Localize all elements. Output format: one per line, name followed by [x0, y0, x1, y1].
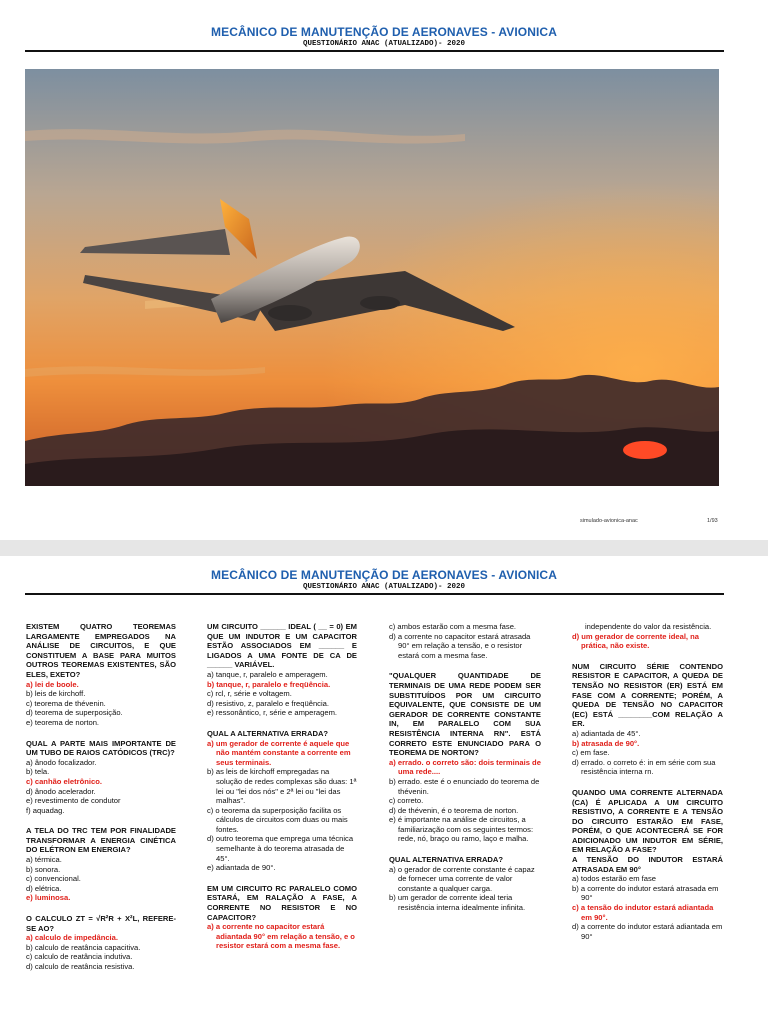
- question: EXISTEM QUATRO TEOREMAS LARGAMENTE EMPREGADOS NA ANÁLISE DE CIRCUITOS, E QUE CONSTITUEM A BASE PARA MUITOS OUTROS TEOREMAS EXISTENTES, SÃO ELES, EXETO?: [26, 622, 176, 679]
- page-2: [0, 556, 768, 1024]
- answer-option: b) tela.: [26, 767, 50, 777]
- answer-option: a) adiantada de 45°.: [572, 728, 641, 738]
- answer-option: b) as leis de kirchoff empregadas na solução de redes complexas são duas: 1ª lei ou "lei dos nós" e 2ª lei ou "lei das malhas".: [207, 767, 357, 806]
- document-title: MECÂNICO DE MANUTENÇÃO DE AERONAVES - AVIONICA: [211, 568, 557, 582]
- answer-option: d) teorema de superposição.: [26, 708, 123, 718]
- answer-option: b) a corrente do indutor estará atrasada em 90°: [572, 883, 719, 903]
- question: "QUALQUER QUANTIDADE DE TERMINAIS DE UMA REDE PODEM SER SUBSTITUÍDOS POR UM CIRCUITO EQUIVALENTE, QUE CONSISTE DE UM GERADOR DE CORRENTE CONSTANTE IN, EM PARALELO COM SUA RESISTÊNCIA INTERNA RN". ESTÁ CORRETO ESTE ENUNCIADO PARA O TEOREMA DE NORTON?: [389, 671, 541, 758]
- question: QUANDO UMA CORRENTE ALTERNADA (CA) É APLICADA A UM CIRCUITO RESISTIVO, A CORRENTE E A TENSÃO DO CIRCUITO ESTARÃO EM FASE, PORÉM, O QUE ACONTECERÁ SE FOR ADICIONADO UM INDUTOR EM SÉRIE, EM RELAÇÃO A FASE?: [572, 787, 723, 855]
- answer-option: c) em fase.: [572, 748, 610, 758]
- answer-correct: d) um gerador de corrente ideal, na prática, não existe.: [572, 631, 700, 651]
- answer-option: e) ressonântico, r, série e amperagem.: [207, 708, 337, 718]
- question: QUAL ALTERNATIVA ERRADA?: [389, 855, 504, 865]
- document-title: MECÂNICO DE MANUTENÇÃO DE AERONAVES - AVIONICA: [211, 25, 557, 39]
- answer-option: c) o teorema da superposição facilita os cálculos de circuitos com duas ou mais fontes.: [207, 805, 348, 834]
- answer-option: d) a corrente do indutor estará adiantada em 90°: [572, 922, 723, 941]
- answer-correct: a) lei de boole.: [26, 679, 79, 689]
- answer-option: d) resistivo, z, paralelo e freqüência.: [207, 698, 329, 708]
- answer-option: e) revestimento de condutor: [26, 796, 121, 806]
- answer-option: a) todos estarão em fase: [572, 874, 656, 884]
- answer-option: c) correto.: [389, 796, 424, 806]
- answer-option: c) rcl, r, série e voltagem.: [207, 689, 292, 699]
- answer-option: e) teorema de norton.: [26, 717, 100, 727]
- answer-option: b) errado. este é o enunciado do teorema de thévenin.: [389, 776, 540, 796]
- answer-option: d) de thévenin, é o teorema de norton.: [389, 805, 519, 815]
- question: NUM CIRCUITO SÉRIE CONTENDO RESISTOR E CAPACITOR, A QUEDA DE TENSÃO NO RESISTOR (ER) ESTÁ EM FASE COM A CORRENTE; PORÉM, A QUEDA DE TENSÃO NO CAPACITOR (EC) ESTÁ ________COM RELAÇÃO A ER.: [572, 661, 723, 729]
- answer-option: b) sonora.: [26, 864, 61, 874]
- answer-option: b) leis de kirchoff.: [26, 689, 86, 699]
- answer-option: e) é importante na análise de circuitos, a familiarização com os seguintes termos: rede, nó, braço ou ramo, laço e malha.: [389, 815, 534, 844]
- question: O CALCULO ZT = √R²R + X²L, REFERE-SE AO?: [26, 914, 176, 933]
- airplane-sunset-photo: [25, 69, 719, 486]
- answer-option: a) ânodo focalizador.: [26, 757, 97, 767]
- answer-option: a) térmica.: [26, 855, 62, 865]
- answer-option: f) aquadag.: [26, 805, 65, 815]
- header-rule: [25, 50, 724, 52]
- answer-correct: e) luminosa.: [26, 893, 71, 903]
- answer-option: d) errado. o correto é: in em série com sua resistência interna rn.: [572, 757, 716, 777]
- answer-option: d) ânodo acelerador.: [26, 786, 96, 796]
- column-2: [207, 622, 357, 951]
- question: A TELA DO TRC TEM POR FINALIDADE TRANSFORMAR A ENERGIA CINÉTICA DO ELÉTRON EM ENERGIA?: [26, 826, 176, 855]
- footer-page-number: 1/93: [707, 518, 718, 524]
- document-subtitle: QUESTIONÁRIO ANAC (ATUALIZADO)- 2020: [302, 40, 466, 48]
- answer-option: d) elétrica.: [26, 883, 62, 893]
- document-subtitle: QUESTIONÁRIO ANAC (ATUALIZADO)- 2020: [302, 583, 466, 591]
- answer-correct: b) tanque, r, paralelo e freqüência.: [207, 679, 331, 689]
- question: QUAL A ALTERNATIVA ERRADA?: [207, 728, 329, 738]
- answer-correct: c) canhão eletrônico.: [26, 776, 102, 786]
- answer-option: a) o gerador de corrente constante é capaz de fornecer uma corrente de valor constante a qualquer carga.: [389, 864, 535, 893]
- header-rule: [25, 593, 724, 595]
- answer-correct: a) errado. o correto são: dois terminais de uma rede....: [389, 757, 541, 777]
- column-1: [26, 622, 176, 972]
- footer-document-name: simulado-avionica-anac: [580, 518, 638, 524]
- answer-correct: b) atrasada de 90°.: [572, 738, 640, 748]
- question: UM CIRCUITO ______ IDEAL ( __ = 0) EM QUE UM INDUTOR E UM CAPACITOR ESTÃO ASSOCIADOS EM ______ E LIGADOS A UMA FONTE DE CA DE ______ VARIÁVEL.: [207, 622, 357, 670]
- column-3: [389, 622, 541, 913]
- answer-correct: c) a tensão do indutor estará adiantada em 90°.: [572, 903, 714, 922]
- question-note: A TENSÃO DO INDUTOR ESTARÁ ATRASADA EM 90°: [572, 855, 723, 874]
- answer-option: c) teorema de thévenin.: [26, 698, 106, 708]
- answer-option: c) calculo de reatância indutiva.: [26, 952, 133, 962]
- answer-option: c) ambos estarão com a mesma fase.: [389, 622, 517, 631]
- answer-correct: a) calculo de impedância.: [26, 933, 119, 943]
- answer-option: d) outro teorema que emprega uma técnica semelhante à do teorema atrasada de 45°.: [207, 834, 354, 863]
- answer-option: d) a corrente no capacitor estará atrasada 90° em relação a tensão, e o resistor estará com a mesma fase.: [389, 631, 531, 660]
- answer-option: d) calculo de reatância resistiva.: [26, 962, 135, 971]
- answer-option: b) um gerador de corrente ideal teria resistência interna idealmente infinita.: [389, 893, 526, 913]
- answer-correct: a) a corrente no capacitor estará adiantada 90° em relação a tensão, e o resistor estará com a mesma fase.: [207, 922, 355, 951]
- answer-continuation: independente do valor da resistência.: [585, 622, 712, 631]
- question: EM UM CIRCUITO RC PARALELO COMO ESTARÁ, EM RALAÇÃO A FASE, A CORRENTE NO RESISTOR E NO CAPACITOR?: [207, 883, 357, 922]
- answer-option: e) adiantada de 90°.: [207, 863, 276, 873]
- question: QUAL A PARTE MAIS IMPORTANTE DE UM TUBO DE RAIOS CATÓDICOS (TRC)?: [26, 738, 176, 758]
- column-4: [572, 622, 723, 941]
- answer-option: c) convencional.: [26, 874, 81, 884]
- answer-correct: a) um gerador de corrente é aquele que não mantém constante a corrente em seus terminais.: [207, 738, 351, 767]
- answer-option: b) calculo de reatância capacitiva.: [26, 942, 141, 952]
- answer-option: a) tanque, r, paralelo e amperagem.: [207, 669, 328, 679]
